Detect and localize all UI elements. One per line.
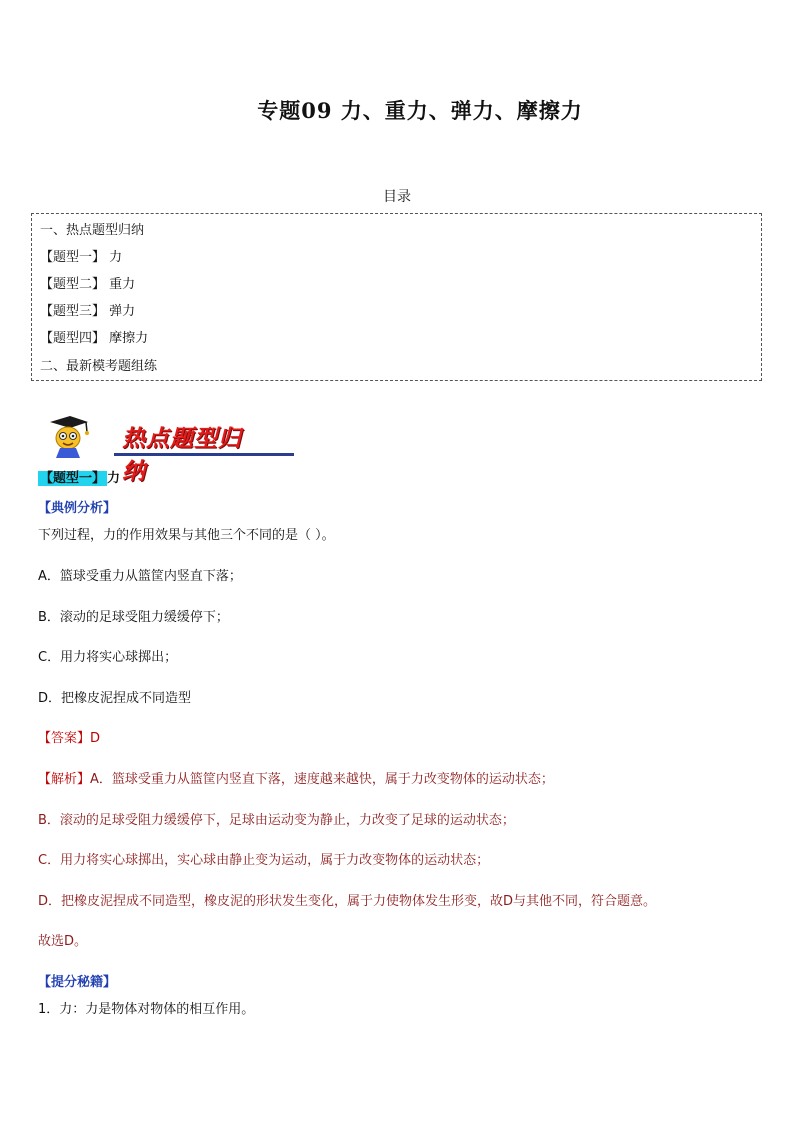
- tip-item: 1．力：力是物体对物体的相互作用。: [38, 1002, 255, 1017]
- graduate-cartoon-icon: [42, 414, 92, 460]
- analysis-label: 【解析】: [38, 772, 91, 787]
- analysis-text: A．篮球受重力从篮筐内竖直下落，速度越来越快，属于力改变物体的运动状态；: [90, 772, 554, 787]
- banner-underline: [114, 453, 294, 456]
- answer-line: [38, 727, 100, 746]
- document-title: 专题09 力、重力、弹力、摩擦力: [257, 98, 583, 123]
- option-b: B．滚动的足球受阻力缓缓停下；: [38, 610, 229, 625]
- option-c: C．用力将实心球掷出；: [38, 650, 178, 665]
- answer-value: D: [90, 731, 101, 746]
- analysis-line-d: D．把橡皮泥捏成不同造型，橡皮泥的形状发生变化，属于力使物体发生形变，故D与其他不同，符合题意。: [38, 894, 657, 909]
- section-heading: [38, 470, 120, 487]
- tips-label: 【提分秘籍】: [38, 975, 117, 990]
- toc-item[interactable]: 二、最新模考题组练: [40, 359, 158, 374]
- analysis-conclusion: 故选D。: [38, 934, 88, 949]
- example-label: 【典例分析】: [38, 501, 117, 516]
- toc-item[interactable]: 【题型二】 重力: [40, 277, 136, 292]
- toc-item[interactable]: 一、热点题型归纳: [40, 223, 145, 238]
- analysis-line-a: [38, 768, 554, 787]
- section-name: 力: [107, 471, 121, 486]
- analysis-line-b: B．滚动的足球受阻力缓缓停下，足球由运动变为静止，力改变了足球的运动状态；: [38, 813, 515, 828]
- analysis-line-c: C．用力将实心球掷出，实心球由静止变为运动，属于力改变物体的运动状态；: [38, 853, 490, 868]
- option-d: D．把橡皮泥捏成不同造型: [38, 691, 192, 706]
- answer-label: 【答案】: [38, 731, 91, 746]
- question-text: 下列过程，力的作用效果与其他三个不同的是（ ）。: [38, 528, 335, 543]
- section-tag: 【题型一】: [40, 471, 106, 486]
- banner-title: 热点题型归纳: [122, 425, 242, 485]
- option-a: A．篮球受重力从篮筐内竖直下落；: [38, 569, 242, 584]
- toc-item[interactable]: 【题型四】 摩擦力: [40, 331, 149, 346]
- toc-heading: 目录: [383, 189, 411, 205]
- table-of-contents: [31, 213, 762, 381]
- toc-item[interactable]: 【题型一】 力: [40, 250, 123, 265]
- toc-item[interactable]: 【题型三】 弹力: [40, 304, 136, 319]
